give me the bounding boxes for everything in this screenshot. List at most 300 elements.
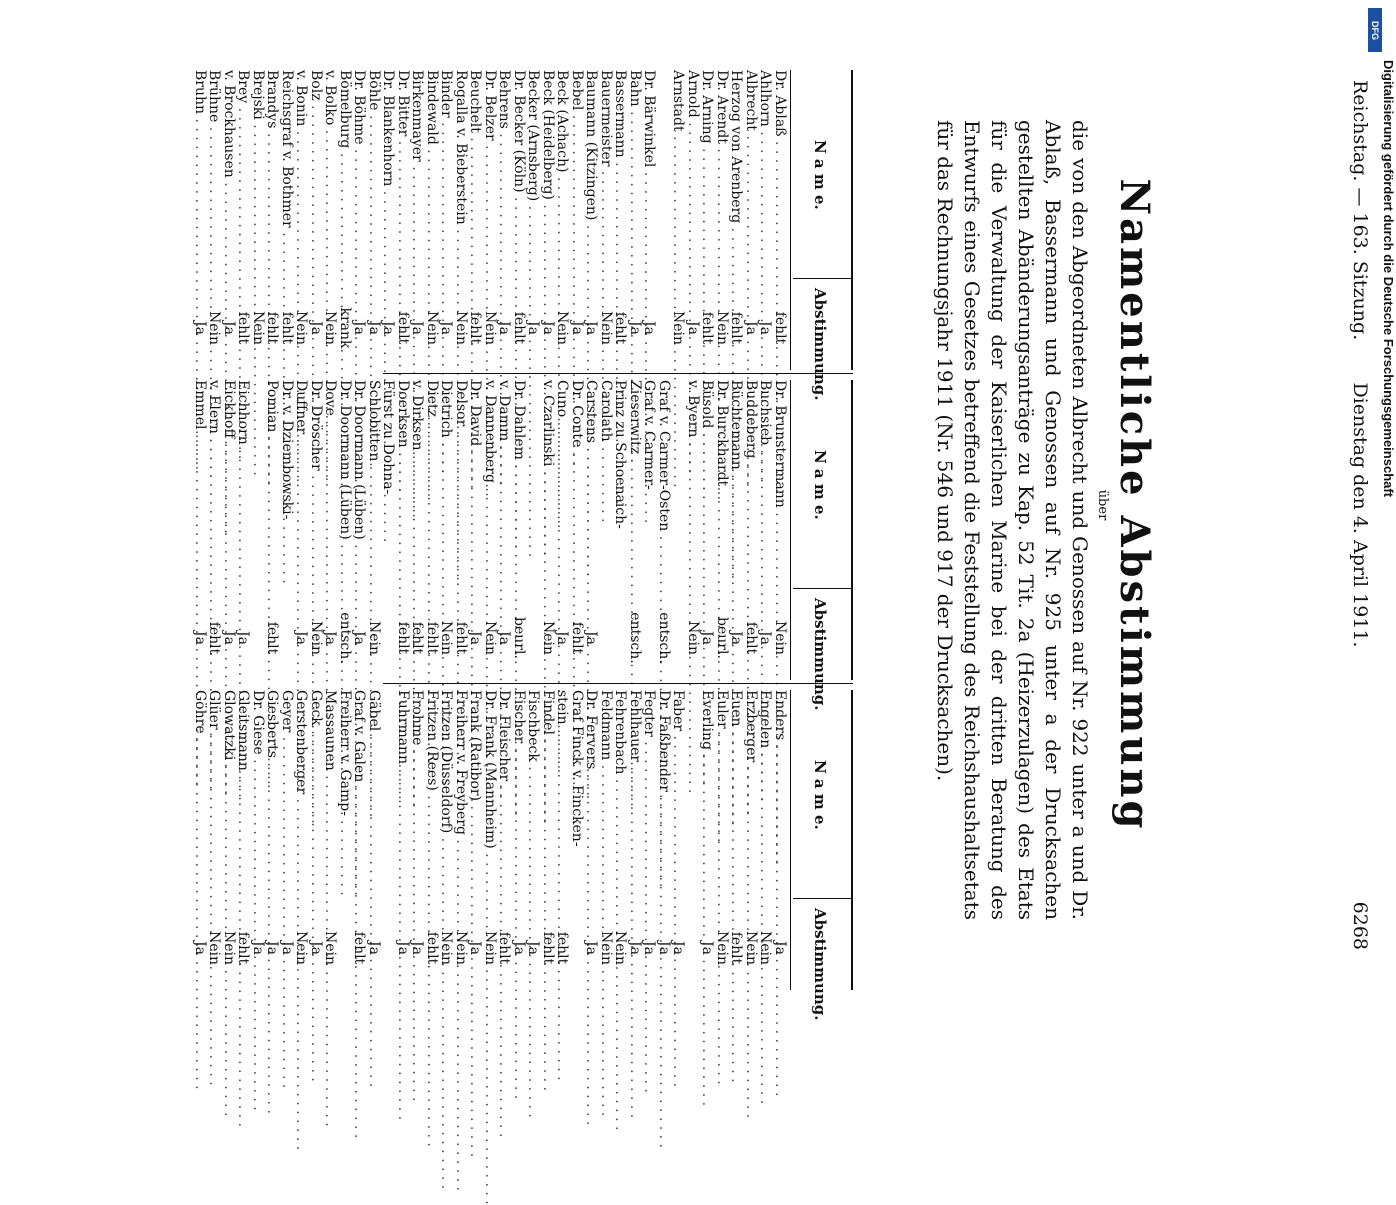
vote-value: Ja — [409, 941, 426, 955]
vote-tables — [192, 70, 853, 1021]
table-row — [439, 690, 454, 990]
table-row — [468, 380, 483, 680]
vote-value: fehlt — [279, 311, 295, 345]
column-divider — [793, 278, 853, 279]
vote-value: Nein — [308, 620, 324, 656]
member-name: Dr. David . . . — [468, 380, 483, 585]
member-name: Bassermann . . . — [613, 70, 628, 275]
member-name: Dr. Doormann (Lüben) . . . — [352, 380, 367, 585]
vote-value: fehlt — [235, 311, 252, 345]
member-name: Graf v. Carmer-Osten . . . — [657, 380, 672, 585]
member-name: v. Bolko . . . — [323, 70, 338, 275]
member-name: Graf Finck v. Fincken- — [569, 690, 585, 847]
table-row — [541, 380, 556, 680]
header-center: Dienstag den 4. April 1911. — [1349, 382, 1371, 648]
table-row — [396, 380, 411, 680]
member-name: Pomian . . . — [265, 380, 280, 585]
vote-value: Ja — [627, 321, 643, 335]
member-name: Dr. Arning . . . — [700, 70, 715, 275]
document-page — [63, 35, 1393, 1021]
table-row — [468, 70, 483, 370]
table-row — [338, 380, 353, 680]
vote-value: Ja — [670, 941, 687, 955]
member-name: Dietrich . . . — [439, 380, 454, 585]
vote-table-3 — [192, 690, 853, 1021]
vote-value: Ja — [685, 321, 701, 335]
table-row — [381, 690, 396, 990]
vote-value: Ja — [380, 321, 397, 335]
member-name: Faber . . . — [671, 690, 686, 895]
table-row — [207, 70, 222, 370]
vote-value: Nein — [453, 930, 469, 966]
table-row — [613, 70, 628, 370]
vote-value: Ja — [221, 631, 237, 645]
table-row — [671, 380, 686, 680]
vote-value: fehlt — [206, 621, 223, 655]
table-row — [425, 70, 440, 370]
vote-value: Ja — [438, 321, 455, 335]
table-row — [628, 690, 643, 990]
table-row — [497, 690, 512, 990]
vote-value: entsch. — [656, 612, 672, 664]
member-name: Gerstenberger . . . — [294, 690, 309, 895]
member-name: Bebel . . . — [570, 70, 585, 275]
table-row — [280, 70, 295, 370]
table-row — [236, 380, 251, 680]
member-name: Graf v. Carmer- — [641, 380, 658, 490]
table-row — [497, 380, 512, 680]
table-row — [642, 690, 657, 990]
member-name: Baumann (Kitzingen) . . . — [584, 70, 599, 275]
vote-value: fehlt — [728, 931, 745, 965]
table-row — [555, 380, 570, 680]
vote-value: fehlt — [467, 311, 484, 345]
member-name: Euen . . . — [729, 690, 744, 895]
member-name: Cuno . . . — [555, 380, 570, 585]
table-row — [671, 70, 686, 370]
vote-value: Ja — [496, 631, 513, 645]
member-name: v. Byern . . . — [686, 380, 701, 585]
member-name: Rogalla v. Bieberstein . . . — [454, 70, 469, 275]
member-name: Ahlhorn . . . — [758, 70, 773, 275]
member-name: Fischbeck . . . — [526, 690, 541, 895]
table-row — [352, 690, 367, 990]
vote-value: Nein — [453, 310, 469, 346]
vote-value: entsch. — [337, 612, 353, 664]
member-name: Dr. Becker (Köln) . . . — [512, 70, 527, 275]
table-row — [657, 690, 672, 990]
vote-value: Nein — [206, 930, 223, 966]
digitization-note: Digitalisierung gefördert durch die Deutsche Forschungsgemeinschaft — [1381, 60, 1396, 498]
member-name: Dr. Bärwinkel . . . — [642, 70, 657, 275]
member-name: Bruhn . . . — [193, 70, 208, 275]
column-name-header: N a m e. — [811, 760, 829, 830]
table-divider — [383, 683, 853, 684]
table-row — [744, 70, 759, 370]
table-row — [265, 70, 280, 370]
table-row — [425, 690, 440, 990]
member-name: Findel . . . — [541, 690, 556, 895]
table-header — [790, 70, 853, 401]
member-name: Fehlhauer . . . — [628, 690, 643, 895]
member-name: Eichhorn . . . — [236, 380, 251, 585]
table-row — [744, 380, 759, 680]
table-row — [222, 690, 237, 990]
member-name: Erzberger . . . — [744, 690, 759, 895]
member-name: Fehrenbach . . . — [613, 690, 628, 895]
vote-value: Ja — [743, 321, 759, 335]
table-row — [584, 690, 599, 990]
vote-value: Ja — [641, 941, 658, 955]
member-name: Dr. Fervers . . . — [584, 690, 599, 895]
member-name: Emmel . . . — [193, 380, 208, 585]
column-name-header: N a m e. — [811, 450, 829, 520]
table-row — [715, 380, 730, 680]
vote-value: fehlt — [395, 311, 411, 345]
table-row — [686, 380, 701, 680]
vote-value: Ja — [467, 631, 484, 645]
member-name: Arnold . . . — [686, 70, 701, 275]
table-row — [193, 380, 208, 680]
vote-value: Nein — [685, 620, 701, 656]
vote-value: Nein — [250, 310, 266, 346]
table-row — [207, 380, 222, 680]
member-name: Dr. Giese . . . — [251, 690, 266, 895]
table-row — [367, 690, 382, 990]
vote-value: Nein — [424, 310, 440, 346]
member-name: Beuchelt . . . — [468, 70, 483, 275]
vote-value: Nein — [598, 930, 614, 966]
table-row — [410, 70, 425, 370]
vote-value: Nein — [482, 620, 498, 656]
vote-value: fehlt — [699, 311, 716, 345]
vote-value: fehlt — [554, 931, 571, 965]
member-name: Giesberts . . . — [265, 690, 280, 895]
vote-value: Ja — [235, 631, 252, 645]
vote-value: fehlt — [264, 621, 281, 655]
vote-value: Ja — [250, 941, 266, 955]
table-row — [425, 380, 440, 680]
member-name: v. Brockhausen . . . — [222, 70, 237, 275]
vote-value: Nein — [438, 930, 455, 966]
table-row — [193, 70, 208, 370]
table-row — [715, 70, 730, 370]
member-name: Zieserwitz . . . — [628, 380, 643, 585]
table-row — [729, 70, 744, 370]
member-name: Bahn . . . — [628, 70, 643, 275]
member-name: Büsold . . . — [700, 380, 715, 585]
vote-value: Ja — [308, 321, 324, 335]
table-row — [497, 70, 512, 370]
member-name: Freiherr v. Freyberg . . . — [454, 690, 469, 895]
column-divider — [793, 898, 853, 899]
table-rows — [193, 380, 788, 680]
member-name: Birkenmayer . . . — [410, 70, 425, 275]
member-name: Geck . . . — [309, 690, 324, 895]
vote-value: Nein — [482, 930, 498, 966]
vote-value: Ja — [728, 631, 745, 645]
member-name: Eickhoff . . . — [222, 380, 237, 585]
member-name: Euler . . . — [715, 690, 730, 895]
vote-value: fehlt — [743, 621, 759, 655]
table-row — [483, 690, 498, 990]
member-name: Bolz . . . — [309, 70, 324, 275]
page-title: Namentliche Abstimmung — [1111, 178, 1158, 832]
table-row — [613, 380, 628, 680]
vote-value: Nein — [743, 930, 759, 966]
member-name: Duffner . . . — [294, 380, 309, 585]
table-row — [294, 380, 309, 680]
vote-value: fehlt — [728, 311, 745, 345]
table-header — [790, 380, 853, 711]
member-name: Dr. v. Dziembowski- — [279, 380, 295, 520]
vote-value: Nein — [293, 930, 310, 966]
member-name: Frohme . . . — [410, 690, 425, 895]
vote-value: fehlt — [424, 621, 440, 655]
member-name: Enders . . . — [773, 690, 788, 895]
vote-value: Nein — [757, 930, 774, 966]
member-name: Büchtemann . . . — [729, 380, 744, 585]
table-row — [439, 380, 454, 680]
table-row — [294, 690, 309, 990]
vote-value: Ja — [699, 631, 716, 645]
table-row — [584, 70, 599, 370]
member-name: Beck (Heidelberg) . . . — [541, 70, 556, 275]
vote-value: Ja — [293, 631, 310, 645]
vote-value: Ja — [569, 321, 585, 335]
member-name: Reichsgraf v. Bothmer . . . — [280, 70, 295, 275]
member-name: v. Elern . . . — [207, 380, 222, 585]
table-row — [657, 70, 672, 370]
table-header — [790, 690, 853, 1021]
table-row — [700, 70, 715, 370]
table-row — [700, 690, 715, 990]
vote-value: fehlt — [264, 311, 281, 345]
member-name: v. Czarlinski . . . — [541, 380, 556, 585]
vote-value: Nein — [540, 620, 556, 656]
vote-description: die von den Abgeordneten Albrecht und Genossen auf Nr. 922 unter a und Dr. Ablaß, Bassermann und Genossen auf Nr. 925 unter a der Drucksachen gestellten Abänderungsanträge zu Kap. 52 Tit. 2a (Heizerzulagen) des Etats für die Verwaltung der Kaiserlichen Marine bei der dritten Beratung des Entwurfs eines Gesetzes betreffend die Feststellung des Reichshaushaltsetats für das Rechnungsjahr 1911 (Nr. 546 und 917 der Drucksachen). — [933, 120, 1092, 920]
member-name: Fegter . . . — [642, 690, 657, 895]
vote-value: Ja — [641, 321, 658, 335]
table-row — [599, 380, 614, 680]
vote-value: Ja — [496, 321, 513, 335]
vote-value: Ja — [264, 941, 281, 955]
table-row — [758, 690, 773, 990]
table-row — [584, 380, 599, 680]
vote-value: fehlt — [395, 621, 411, 655]
dfg-logo: DFG — [1368, 8, 1382, 52]
member-name: Dr. Conte . . . — [570, 380, 585, 585]
vote-value: beurl. — [714, 617, 730, 659]
member-name: Dr. Böhme . . . — [352, 70, 367, 275]
member-name: Dr. Fleischer . . . — [497, 690, 512, 895]
vote-value: fehlt — [496, 931, 513, 965]
vote-value: beurl. — [511, 617, 527, 659]
table-row — [512, 380, 527, 680]
table-row — [251, 70, 266, 370]
table-row — [729, 380, 744, 680]
member-name: Binder . . . — [439, 70, 454, 275]
vote-value: Ja — [221, 321, 237, 335]
table-row — [454, 70, 469, 370]
member-name: Fuhrmann . . . — [396, 690, 411, 895]
table-row — [439, 70, 454, 370]
table-row — [381, 70, 396, 370]
column-vote-header: Abstimmung. — [811, 908, 829, 1021]
member-name: Buchsieb . . . — [758, 380, 773, 585]
table-row — [309, 690, 324, 990]
vote-value: Nein — [554, 310, 571, 346]
member-name: Everling . . . — [700, 690, 715, 895]
table-row — [454, 690, 469, 990]
member-name: Brejski . . . — [251, 70, 266, 275]
column-name-header: N a m e. — [811, 140, 829, 210]
member-name: Geyer . . . — [280, 690, 295, 895]
table-row — [251, 690, 266, 990]
vote-value: Nein — [221, 930, 237, 966]
member-name: Göhre . . . — [193, 690, 208, 895]
vote-value: fehlt — [453, 621, 469, 655]
member-name: Dr. Faßbender . . . — [657, 690, 672, 895]
member-name: Beck (Achach) . . . — [555, 70, 570, 275]
vote-value: Nein — [670, 310, 687, 346]
table-row — [512, 690, 527, 990]
table-row — [410, 690, 425, 990]
member-name: Gleitsmann . . . — [236, 690, 251, 895]
table-row — [454, 380, 469, 680]
column-vote-header: Abstimmung. — [811, 598, 829, 711]
vote-value: Nein — [772, 620, 788, 656]
vote-value: Ja — [192, 631, 208, 645]
vote-value: Nein — [206, 310, 223, 346]
vote-value: Nein — [366, 620, 382, 656]
vote-value: Ja — [583, 321, 600, 335]
table-row — [309, 70, 324, 370]
table-row — [207, 690, 222, 990]
table-row — [280, 380, 295, 680]
vote-value: fehlt — [772, 311, 788, 345]
vote-value: fehlt — [511, 311, 527, 345]
member-name: Dove . . . — [323, 380, 338, 585]
member-name: Graf v. Galen . . . — [352, 690, 367, 895]
table-row — [526, 380, 541, 680]
table-row — [773, 690, 788, 990]
table-row — [323, 380, 338, 680]
table-row — [483, 70, 498, 370]
vote-value: Ja — [192, 941, 208, 955]
member-name: Fischer . . . — [512, 690, 527, 895]
vote-value: Ja — [395, 941, 411, 955]
table-row — [541, 70, 556, 370]
vote-value: Ja — [525, 941, 542, 955]
member-name: Prinz zu Schoenaich- — [612, 380, 629, 529]
table-row — [367, 70, 382, 370]
table-divider — [383, 373, 853, 374]
member-name: Brandys . . . — [265, 70, 280, 275]
vote-value: Ja — [366, 941, 382, 955]
table-row — [715, 690, 730, 990]
vote-value: Ja — [583, 941, 600, 955]
member-name: Gäbel . . . — [367, 690, 382, 895]
vote-value: Ja — [192, 321, 208, 335]
table-rows — [193, 690, 788, 990]
member-name: Carstens . . . — [584, 380, 599, 585]
member-name: Dr. Belzer . . . — [483, 70, 498, 275]
table-row — [773, 380, 788, 680]
vote-value: Ja — [656, 941, 672, 955]
member-name: Dr. Dahlem . . . — [512, 380, 527, 585]
member-name: Dr. Blankenhorn . . . — [381, 70, 396, 275]
table-row — [729, 690, 744, 990]
member-name: Feldmann . . . — [599, 690, 614, 895]
member-name: Bömelburg . . . — [338, 70, 353, 275]
member-name: Doerksen . . . — [396, 380, 411, 585]
vote-value: Ja — [279, 941, 295, 955]
table-row — [483, 380, 498, 680]
member-name: Bindewald . . . — [425, 70, 440, 275]
member-name: Dr. Doormann (Lüben) . . . — [338, 380, 353, 585]
member-name: Behrens . . . — [497, 70, 512, 275]
table-row — [671, 690, 686, 990]
member-name: Delsor . . . — [454, 380, 469, 585]
vote-value: Nein — [438, 620, 455, 656]
table-row — [526, 690, 541, 990]
table-row — [352, 380, 367, 680]
member-name: Dr. Frank (Mannheim) . . . — [483, 690, 498, 895]
table-row — [773, 70, 788, 370]
vote-value: Nein — [612, 930, 629, 966]
member-name: Böhle . . . — [367, 70, 382, 275]
vote-value: Ja — [583, 631, 600, 645]
table-row — [338, 70, 353, 370]
member-name: Becker (Arnsberg) . . . — [526, 70, 541, 275]
table-row — [570, 380, 585, 680]
table-row — [642, 380, 657, 680]
table-row — [758, 380, 773, 680]
vote-value: Nein — [714, 310, 730, 346]
vote-value: Nein — [293, 310, 310, 346]
vote-value: Ja — [308, 941, 324, 955]
vote-value: Ja — [351, 631, 368, 645]
member-name: stein . . . — [555, 690, 570, 895]
vote-value: Nein — [482, 310, 498, 346]
table-row — [367, 380, 382, 680]
table-row — [193, 690, 208, 990]
table-row — [323, 690, 338, 990]
member-name: Fritzen (Düsseldorf) . . . — [439, 690, 454, 895]
table-row — [396, 690, 411, 990]
table-rows — [193, 70, 788, 370]
page-number: 6268 — [1349, 901, 1371, 950]
table-row — [352, 70, 367, 370]
vote-value: krank — [337, 307, 353, 349]
table-row — [251, 380, 266, 680]
member-name: Dr. Burckhardt . . . — [715, 380, 730, 585]
member-name: Dr. Bitter . . . — [396, 70, 411, 275]
member-name: v. Dirksen . . . — [410, 380, 425, 585]
table-row — [599, 690, 614, 990]
table-row — [541, 690, 556, 990]
table-row — [381, 380, 396, 680]
member-name: Albrecht . . . — [744, 70, 759, 275]
vote-value: Ja — [511, 941, 527, 955]
vote-value: Nein — [322, 930, 339, 966]
member-name: Brühne . . . — [207, 70, 222, 275]
member-name: Engelen . . . — [758, 690, 773, 895]
vote-value: Ja — [554, 631, 571, 645]
table-row — [265, 690, 280, 990]
table-row — [236, 690, 251, 990]
